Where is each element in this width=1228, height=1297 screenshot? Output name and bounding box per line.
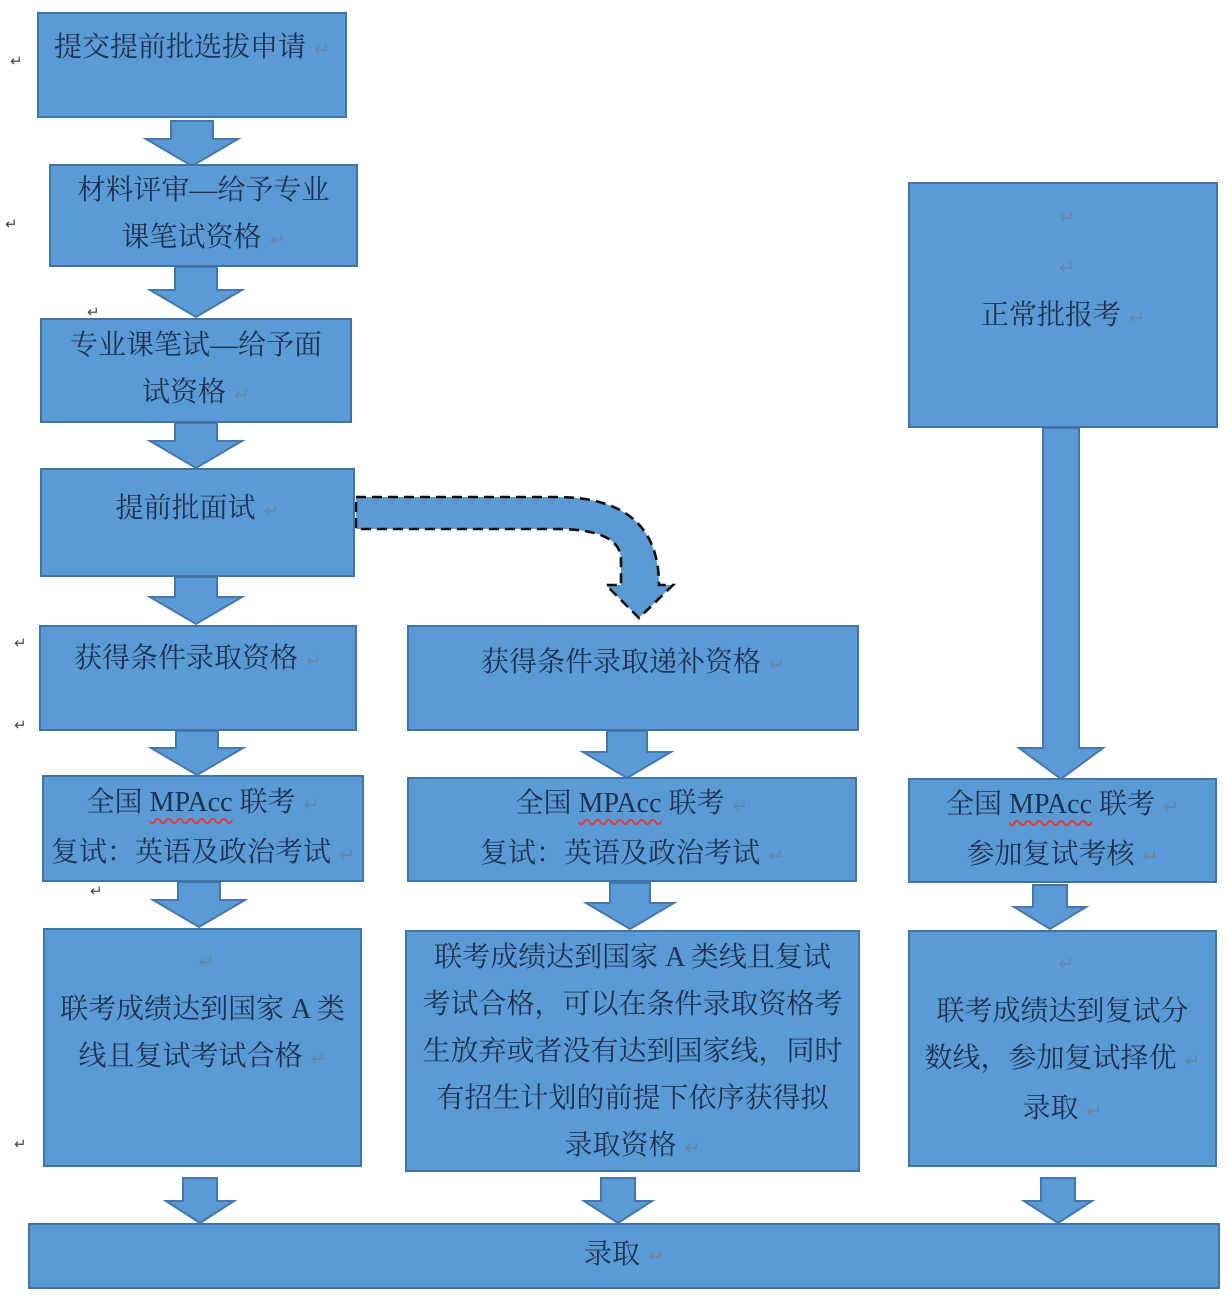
step-score-requirement-left bbox=[43, 928, 362, 1167]
paragraph-mark: ↵ bbox=[1163, 796, 1179, 818]
paragraph-mark: ↵ bbox=[1129, 308, 1145, 329]
box-text-line: 专业课笔试—给予面 bbox=[69, 330, 322, 361]
spellcheck-underline: MPAcc bbox=[578, 787, 662, 819]
spellcheck-underline: MPAcc bbox=[1009, 788, 1093, 820]
box-text-line: 生放弃或者没有达到国家线，同时 bbox=[422, 1036, 843, 1067]
paragraph-mark: ↵ bbox=[306, 651, 322, 672]
paragraph-mark: ↵ bbox=[263, 501, 280, 522]
box-text-line: 录取资格 ↵ bbox=[564, 1130, 701, 1161]
paragraph-mark: ↵ bbox=[10, 53, 23, 70]
paragraph-mark: ↵ bbox=[87, 304, 100, 321]
paragraph-mark: ↵ bbox=[269, 230, 286, 251]
paragraph-mark: ↵ bbox=[768, 845, 784, 867]
box-text-line: 全国 MPAcc 联考 ↵ bbox=[515, 787, 749, 819]
step-written-test bbox=[40, 318, 352, 423]
down-arrow bbox=[151, 731, 243, 775]
box-text-line: 线且复试考试合格 ↵ bbox=[78, 1041, 327, 1072]
step-joint-exam-left bbox=[42, 775, 364, 882]
step-early-interview bbox=[40, 468, 355, 577]
box-text-line: 全国 MPAcc 联考 ↵ bbox=[86, 786, 320, 818]
step-score-requirement-middle bbox=[405, 930, 860, 1172]
box-text-line: 获得条件录取资格 ↵ bbox=[74, 643, 322, 674]
spellcheck-underline: MPAcc bbox=[149, 786, 233, 818]
box-text-line: 有招生计划的前提下依序获得拟 bbox=[436, 1083, 829, 1114]
box-text-line: 复试：英语及政治考试 ↵ bbox=[480, 837, 784, 869]
paragraph-mark: ↵ bbox=[314, 40, 330, 61]
down-arrow bbox=[1014, 885, 1086, 929]
paragraph-mark: ↵ bbox=[1058, 954, 1075, 975]
paragraph-mark: ↵ bbox=[5, 216, 18, 233]
box-text-line: 参加复试考核 ↵ bbox=[966, 838, 1159, 870]
paragraph-mark: ↵ bbox=[648, 1247, 664, 1268]
down-arrow bbox=[150, 577, 242, 624]
box-text-line: 数线，参加复试择优 ↵ bbox=[924, 1043, 1201, 1074]
down-arrow bbox=[153, 882, 245, 927]
step-joint-exam-middle bbox=[407, 777, 857, 882]
down-arrow bbox=[586, 883, 674, 929]
box-text-line: 考试合格，可以在条件录取资格考 bbox=[422, 989, 843, 1020]
paragraph-mark: ↵ bbox=[1086, 1101, 1103, 1122]
paragraph-mark: ↵ bbox=[303, 794, 320, 816]
box-text-line: 全国 MPAcc 联考 ↵ bbox=[946, 788, 1179, 820]
down-arrow bbox=[150, 267, 242, 317]
box-text-line: 课笔试资格 ↵ bbox=[121, 222, 286, 253]
box-text-line: 复试：英语及政治考试 ↵ bbox=[51, 836, 355, 868]
box-text-line: 提前批面试 ↵ bbox=[115, 493, 280, 524]
step-conditional-admission bbox=[39, 625, 357, 731]
paragraph-mark: ↵ bbox=[14, 717, 27, 734]
paragraph-mark: ↵ bbox=[684, 1138, 701, 1159]
paragraph-mark: ↵ bbox=[14, 635, 27, 652]
down-arrow bbox=[1019, 428, 1103, 779]
down-arrow bbox=[583, 731, 671, 778]
box-text-line: 联考成绩达到国家 A 类线且复试 bbox=[434, 942, 831, 973]
paragraph-mark: ↵ bbox=[14, 1136, 27, 1153]
step-supplementary-qualification bbox=[407, 625, 859, 731]
step-joint-exam-right bbox=[908, 778, 1217, 883]
step-submit-application bbox=[37, 12, 347, 118]
box-text-line: 联考成绩达到复试分 bbox=[936, 996, 1189, 1027]
paragraph-mark: ↵ bbox=[732, 795, 749, 817]
paragraph-mark: ↵ bbox=[90, 883, 103, 900]
down-arrow bbox=[584, 1178, 652, 1223]
box-text-line: 联考成绩达到国家 A 类 bbox=[60, 994, 345, 1025]
step-material-review bbox=[49, 164, 358, 267]
paragraph-mark: ↵ bbox=[1059, 258, 1075, 279]
down-arrow bbox=[1024, 1178, 1092, 1223]
box-text-line: 录取 ↵ bbox=[1022, 1093, 1103, 1124]
paragraph-mark: ↵ bbox=[310, 1049, 327, 1070]
dashed-curve-arrow bbox=[356, 497, 673, 618]
paragraph-mark: ↵ bbox=[1184, 1051, 1201, 1072]
step-score-requirement-right bbox=[908, 930, 1217, 1167]
down-arrow bbox=[146, 121, 238, 166]
paragraph-mark: ↵ bbox=[339, 844, 355, 866]
box-text-line: 试资格 ↵ bbox=[142, 377, 250, 408]
box-text-line: 录取 ↵ bbox=[584, 1239, 664, 1270]
down-arrow bbox=[166, 1178, 234, 1223]
box-text-line: 获得条件录取递补资格 ↵ bbox=[481, 647, 785, 678]
step-normal-batch bbox=[908, 182, 1218, 428]
box-text-line: 提交提前批选拔申请 ↵ bbox=[54, 32, 330, 63]
admission-box bbox=[28, 1223, 1220, 1289]
box-text-line: 材料评审—给予专业 bbox=[77, 175, 330, 206]
down-arrow bbox=[150, 423, 242, 468]
paragraph-mark: ↵ bbox=[234, 385, 250, 406]
paragraph-mark: ↵ bbox=[1142, 846, 1159, 868]
paragraph-mark: ↵ bbox=[1059, 208, 1075, 229]
paragraph-mark: ↵ bbox=[198, 952, 215, 973]
box-text-line: 正常批报考 ↵ bbox=[981, 300, 1145, 331]
paragraph-mark: ↵ bbox=[769, 655, 785, 676]
